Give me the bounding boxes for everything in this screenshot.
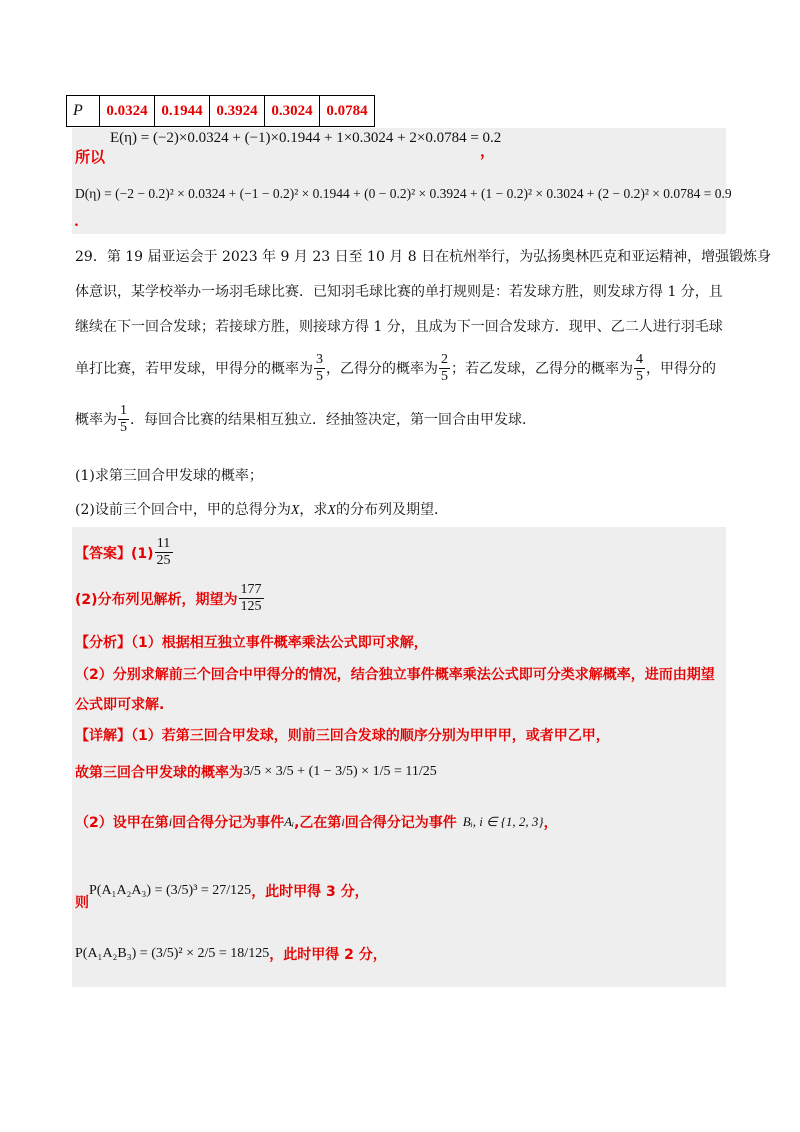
analysis-line-1: 【分析】（1）根据相互独立事件概率乘法公式即可求解， [75, 635, 428, 651]
table-cell: 0.3924 [210, 96, 265, 127]
detail-line-3c: ,乙在第 [294, 815, 342, 831]
question-2 [75, 500, 448, 521]
variable-x: X [327, 503, 336, 518]
detail-line-1: 【详解】（1）若第三回合甲发球，则前三回合发球的顺序分别为甲甲甲，或者甲乙甲， [75, 728, 610, 744]
fraction-one-fifth: $\frac{1}{5}$ [120, 403, 127, 435]
detail-line-3a: （2）设甲在第 [75, 815, 169, 831]
problem-line-5a: 概率为 [75, 411, 117, 428]
detail-line-3 [75, 812, 558, 832]
table-cell: 0.3024 [265, 96, 320, 127]
analysis-line-2: （2）分别求解前三个回合中甲得分的情况，结合独立事件概率乘法公式即可分类求解概率，进而由期望 [75, 667, 715, 683]
problem-line-5b: ．每回合比赛的结果相互独立．经抽签决定，第一回合由甲发球． [130, 411, 536, 428]
table-cell: 0.1944 [155, 96, 210, 127]
problem-line-3: 继续在下一回合发球；若接球方胜，则接球方得 1 分，且成为下一回合发球方．现甲、乙二人进行羽毛球 [75, 319, 723, 335]
expectation-suffix: ， [480, 142, 496, 160]
table-cell: 0.0324 [100, 96, 155, 127]
answer-2-text: (2)分布列见解析，期望为 [75, 591, 238, 608]
detail-line-5-math: P(A₁A₂B₃) = (3/5)² × 2/5 = 18/125 [75, 946, 270, 961]
fraction-two-fifths: $\frac{2}{5}$ [441, 352, 448, 384]
problem-line-5 [75, 403, 536, 436]
index-i: i [168, 814, 173, 829]
answer-label: 【答案】(1) [75, 545, 154, 562]
detail-line-5 [75, 944, 387, 964]
variable-x: X [290, 503, 300, 518]
answer-fraction-1: $\frac{11}{25}$ [156, 536, 171, 568]
variance-formula: D(η) = (−2 − 0.2)² × 0.0324 + (−1 − 0.2)² × 0.1944 + (0 − 0.2)² × 0.3924 + (1 − 0.2)² × 0.3024 + (2 − 0.2)² × 0.0784 = 0.9 [75, 186, 732, 201]
probability-table [66, 95, 375, 127]
problem-line-4c: ；若乙发球，乙得分的概率为 [451, 360, 633, 377]
question-1: (1)求第三回合甲发球的概率； [75, 468, 263, 484]
detail-line-2-text: 故第三回合甲发球的概率为 [75, 765, 243, 781]
problem-line-4a: 单打比赛，若甲发球，甲得分的概率为 [75, 360, 313, 377]
detail-line-2-math: 3/5 × 3/5 + (1 − 3/5) × 1/5 = 11/25 [243, 764, 437, 779]
detail-line-4-prefix: 则 [75, 895, 89, 911]
problem-line-4b: ，乙得分的概率为 [326, 360, 438, 377]
detail-line-4-text: ，此时甲得 3 分， [251, 884, 369, 900]
analysis-line-3: 公式即可求解. [75, 697, 165, 713]
event-a: Aᵢ [284, 814, 295, 829]
expectation-formula: E(η) = (−2)×0.0324 + (−1)×0.1944 + 1×0.3024 + 2×0.0784 = 0.2 [110, 130, 502, 146]
detail-line-5-text: ，此时甲得 2 分， [269, 947, 387, 963]
detail-line-3b: 回合得分记为事件 [172, 815, 285, 831]
detail-line-3e: ， [543, 815, 558, 831]
fraction-four-fifths: $\frac{4}{5}$ [636, 352, 643, 384]
table-header-cell: P [67, 96, 100, 127]
table-row [67, 96, 375, 127]
detail-line-2 [75, 762, 437, 782]
answer-fraction-2: $\frac{177}{125}$ [240, 582, 262, 614]
variance-end: . [74, 214, 79, 230]
problem-line-1: 29．第 19 届亚运会于 2023 年 9 月 23 日至 10 月 8 日在杭州举行，为弘扬奥林匹克和亚运精神，增强锻炼身 [75, 249, 772, 265]
question-2b: ，求 [299, 502, 328, 518]
detail-line-4 [75, 870, 369, 912]
answer-line-2 [75, 582, 265, 615]
fraction-three-fifths: $\frac{3}{5}$ [316, 352, 323, 384]
table-cell: 0.0784 [320, 96, 375, 127]
event-b: Bᵢ, i ∈ {1, 2, 3} [462, 814, 544, 829]
question-2c: 的分布列及期望． [335, 502, 448, 518]
answer-line-1 [75, 536, 174, 569]
expectation-prefix: 所以 [75, 148, 106, 166]
problem-line-4d: ，甲得分的 [646, 360, 716, 377]
problem-line-2: 体意识，某学校举办一场羽毛球比赛．已知羽毛球比赛的单打规则是：若发球方胜，则发球方得 1 分，且 [75, 284, 723, 300]
index-i: i [341, 814, 345, 829]
question-2a: (2)设前三个回合中，甲的总得分为 [75, 502, 291, 518]
detail-line-4-math: P(A₁A₂A₃) = (3/5)³ = 27/125 [89, 883, 252, 898]
problem-line-4 [75, 352, 716, 385]
detail-line-3d: 回合得分记为事件 [344, 815, 457, 831]
